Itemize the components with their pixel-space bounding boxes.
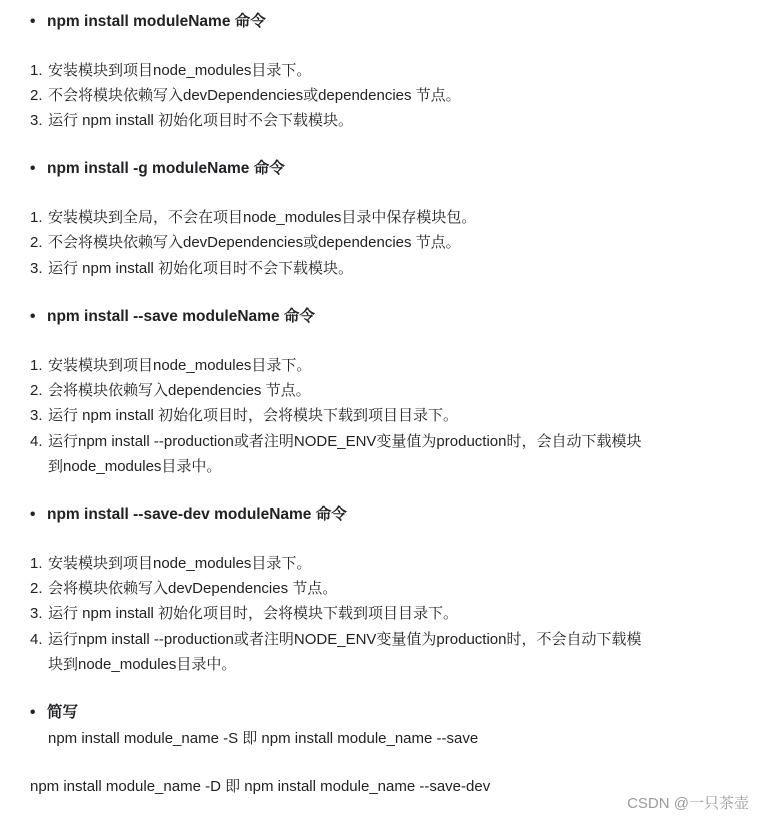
list-item: 3. 运行 npm install 初始化项目时不会下载模块。: [30, 112, 354, 129]
list-item: 2. 会将模块依赖写入devDependencies 节点。: [30, 580, 338, 597]
list-item: 1. 安装模块到项目node_modules目录下。: [30, 357, 312, 374]
section-heading-install: • npm install moduleName 命令: [30, 10, 266, 34]
list-item: 2. 不会将模块依赖写入devDependencies或dependencies 节点。: [30, 234, 461, 251]
section-heading-install-save-dev: • npm install --save-dev moduleName 命令: [30, 503, 347, 527]
list-item-continuation: 到node_modules目录中。: [48, 458, 222, 475]
section-heading-shorthand: • 简写: [30, 701, 78, 725]
list-item: 1. 安装模块到项目node_modules目录下。: [30, 555, 312, 572]
csdn-watermark: CSDN @一只茶壶: [627, 795, 749, 812]
list-item: 3. 运行 npm install 初始化项目时，会将模块下载到项目目录下。: [30, 605, 459, 622]
shorthand-save: npm install module_name -S 即 npm install module_name --save: [48, 730, 479, 747]
list-item: 1. 安装模块到全局，不会在项目node_modules目录中保存模块包。: [30, 209, 477, 226]
bullet-icon: •: [30, 704, 36, 721]
shorthand-save-dev: npm install module_name -D 即 npm install module_name --save-dev: [30, 778, 491, 795]
bullet-icon: •: [30, 506, 36, 523]
bullet-icon: •: [30, 308, 36, 325]
bullet-icon: •: [30, 160, 36, 177]
list-item-continuation: 块到node_modules目录中。: [48, 656, 237, 673]
list-item: 4. 运行npm install --production或者注明NODE_ENV变量值为production时，会自动下载模块: [30, 433, 642, 450]
list-item: 2. 会将模块依赖写入dependencies 节点。: [30, 382, 311, 399]
list-item: 2. 不会将模块依赖写入devDependencies或dependencies 节点。: [30, 87, 461, 104]
list-item: 1. 安装模块到项目node_modules目录下。: [30, 62, 312, 79]
section-heading-install-global: • npm install -g moduleName 命令: [30, 157, 285, 181]
section-heading-install-save: • npm install --save moduleName 命令: [30, 305, 315, 329]
list-item: 4. 运行npm install --production或者注明NODE_ENV变量值为production时，不会自动下载模: [30, 631, 642, 648]
list-item: 3. 运行 npm install 初始化项目时不会下载模块。: [30, 260, 354, 277]
bullet-icon: •: [30, 13, 36, 30]
list-item: 3. 运行 npm install 初始化项目时，会将模块下载到项目目录下。: [30, 407, 459, 424]
